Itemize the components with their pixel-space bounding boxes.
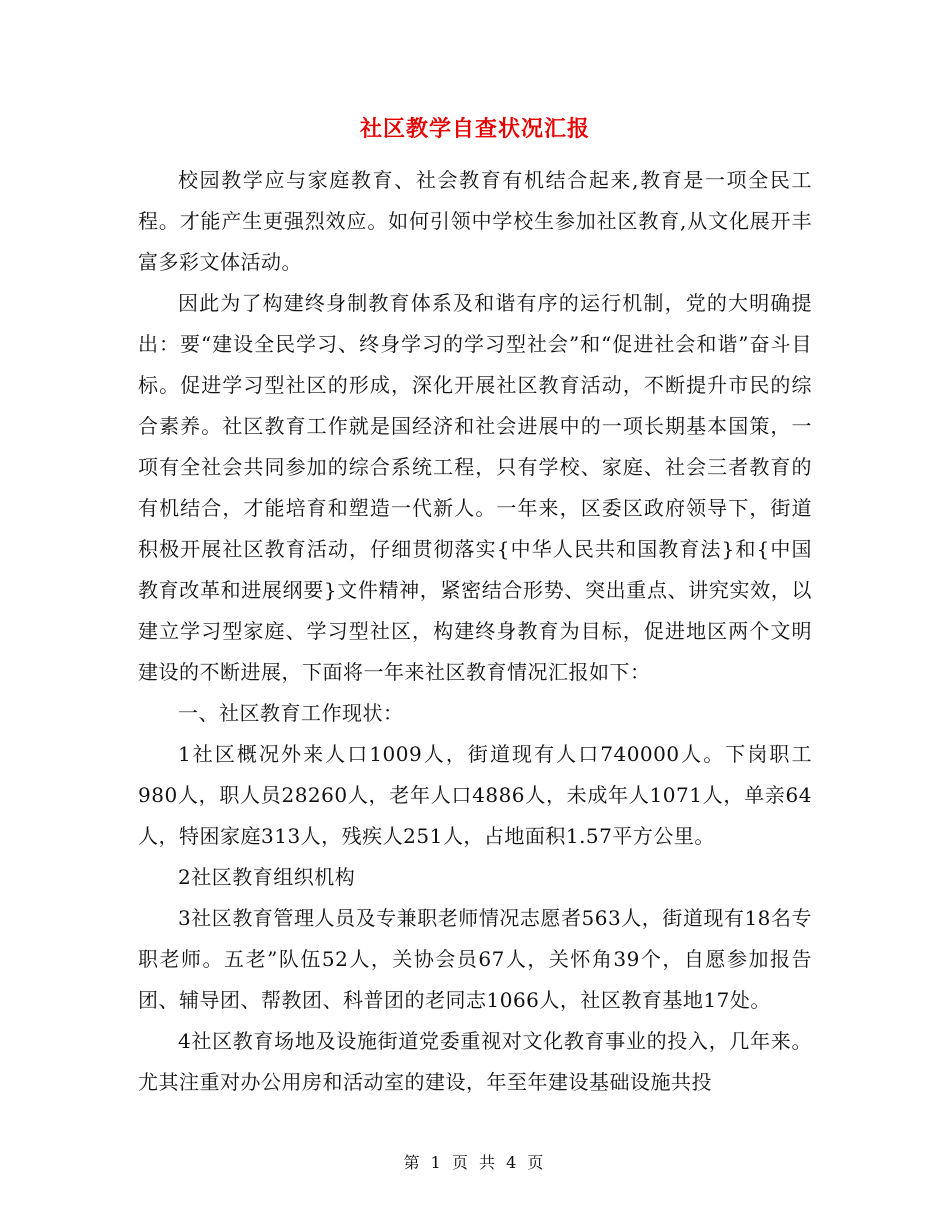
paragraph-background: 因此为了构建终身制教育体系及和谐有序的运行机制，党的大明确提出：要“建设全民学习、终身学习的学习型社会”和“促进社会和谐”奋斗目标。促进学习型社区的形成，深化开展社区教育活动，不断提升市民的综合素养。社区教育工作就是国经济和社会进展中的一项长期基本国策，一项有全社会共同参加的综合系统工程，只有学校、家庭、社会三者教育的有机结合，才能培育和塑造一代新人。一年来，区委区政府领导下，街道积极开展社区教育活动，仔细贯彻落实{中华人民共和国教育法}和{中国教育改革和进展纲要}文件精神，紧密结合形势、突出重点、讲究实效，以建立学习型家庭、学习型社区，构建终身教育为目标，促进地区两个文明建设的不断进展，下面将一年来社区教育情况汇报如下：: [138, 291, 812, 684]
page-footer: 第 1 页 共 4 页: [403, 1153, 547, 1172]
section-heading-status: 一、社区教育工作现状：: [178, 701, 404, 725]
paragraph-organization: 2社区教育组织机构: [178, 865, 356, 889]
document-title: 社区教学自查状况汇报: [359, 116, 590, 142]
paragraph-staff: 3社区教育管理人员及专兼职老师情况志愿者563人，街道现有18名专职老师。五老”队伍52人，关协会员67人，关怀角39个，自愿参加报告团、辅导团、帮教团、科普团的老同志1066人，社区教育基地17处。: [138, 906, 812, 1012]
paragraph-intro: 校园教学应与家庭教育、社会教育有机结合起来,教育是一项全民工程。才能产生更强烈效应。如何引领中学校生参加社区教育,从文化展开丰富多彩文体活动。: [138, 168, 812, 274]
document-body: [138, 160, 812, 1103]
paragraph-community-overview: 1社区概况外来人口1009人，街道现有人口740000人。下岗职工980人，职人员28260人，老年人口4886人，未成年人1071人，单亲64人，特困家庭313人，残疾人251人，占地面积1.57平方公里。: [138, 742, 812, 848]
paragraph-facilities: 4社区教育场地及设施街道党委重视对文化教育事业的投入，几年来。尤其注重对办公用房和活动室的建设，年至年建设基础设施共投: [138, 1029, 812, 1094]
